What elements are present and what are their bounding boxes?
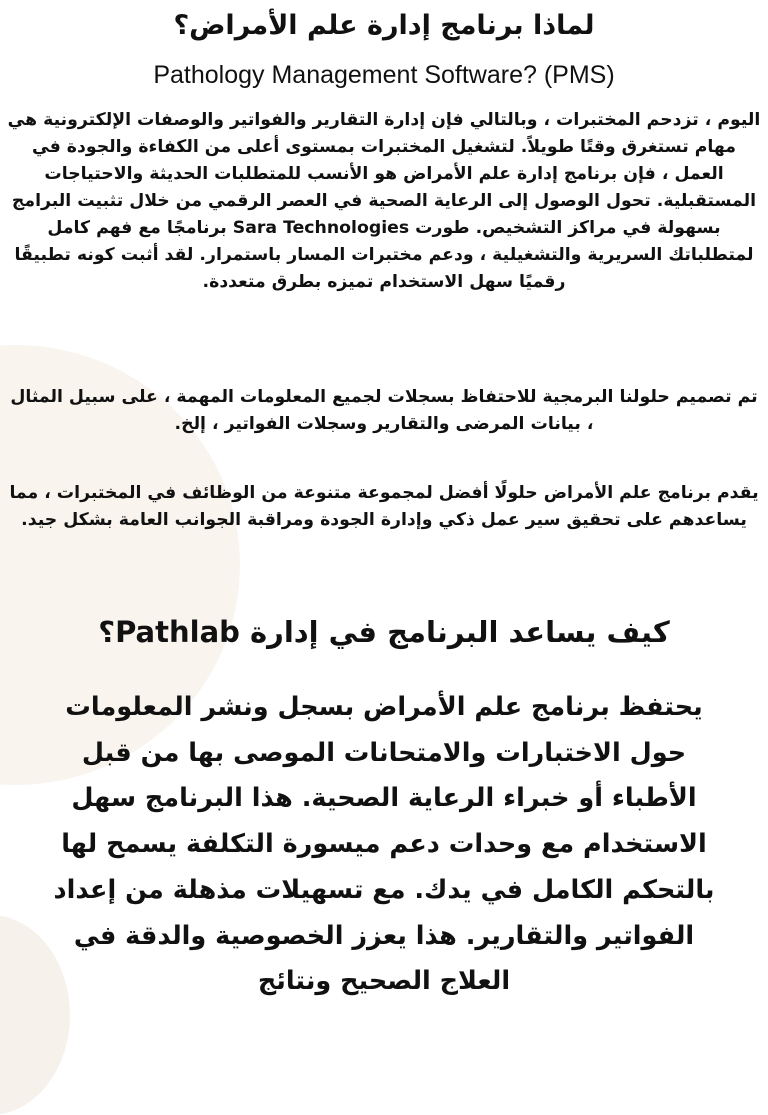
solutions-paragraph: يقدم برنامج علم الأمراض حلولًا أفضل لمجموعة متنوعة من الوظائف في المختبرات ، مما يساعدهم على تحقيق سير عمل ذكي وإدارة الجودة ومراقبة الجوانب العامة بشكل جيد. [9,483,759,530]
records-paragraph: تم تصميم حلولنا البرمجية للاحتفاظ بسجلات لجميع المعلومات المهمة ، على سبيل المثال ، بيانات المرضى والتقارير وسجلات الفواتير ، إلخ. [10,387,758,434]
intro-paragraph: اليوم ، تزدحم المختبرات ، وبالتالي فإن إدارة التقارير والفواتير والوصفات الإلكترونية هي مهام تستغرق وقتًا طويلاً. لتشغيل المختبرات بمستوى أعلى من الكفاءة والجودة في العمل ، فإن برنامج إدارة علم الأمراض هو الأنسب للمتطلبات الحديثة والاحتياجات المستقبلية. تحول الوصول إلى الرعاية الصحية في العصر الرقمي من خلال تثبيت البرامج بسهولة في مراكز التشخيص. طورت Sara Technologies برنامجًا مع فهم كامل لمتطلباتك السريرية والتشغيلية ، ودعم مختبرات المسار باستمرار. لقد أثبت كونه تطبيقًا رقميًا سهل الاستخدام تميزه بطرق متعددة. [7,110,761,292]
pathlab-paragraph: يحتفظ برنامج علم الأمراض بسجل ونشر المعلومات حول الاختبارات والامتحانات الموصى بها من قبل الأطباء أو خبراء الرعاية الصحية. هذا البرنامج سهل الاستخدام مع وحدات دعم ميسورة التكلفة يسمح لها بالتحكم الكامل في يدك. مع تسهيلات مذهلة من إعداد الفواتير والتقارير. هذا يعزز الخصوصية والدقة في العلاج الصحيح ونتائج [53,692,715,997]
section-heading-pathlab: كيف يساعد البرنامج في إدارة Pathlab؟ [98,615,670,649]
page-title-arabic: لماذا برنامج إدارة علم الأمراض؟ [173,10,595,41]
page-title-english: Pathology Management Software? (PMS) [153,61,615,89]
